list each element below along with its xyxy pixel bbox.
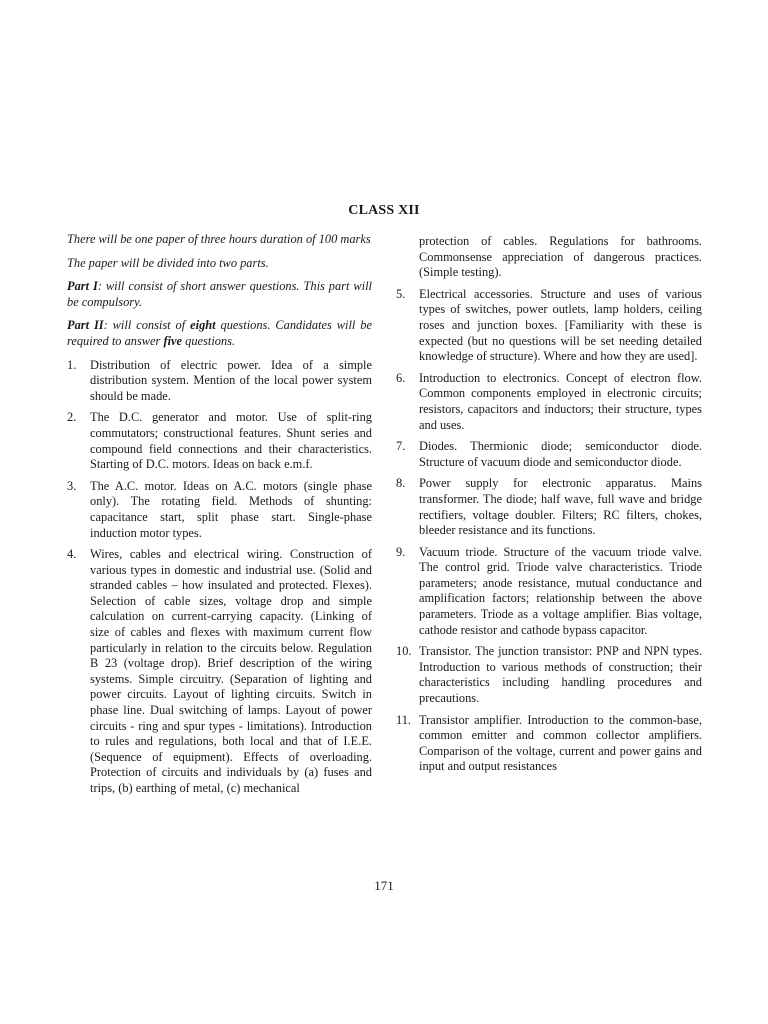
item-number: 9.	[396, 544, 406, 559]
item-text: Transistor amplifier. Introduction to the common-base, common emitter and common collector amplifiers. Comparison of the voltage, current and power gains and input and output resistances	[419, 712, 702, 774]
part-two-text-c: questions.	[182, 333, 236, 348]
list-item	[396, 371, 702, 433]
item-number: 6.	[396, 370, 406, 385]
item-text: Power supply for electronic apparatus. Mains transformer. The diode; half wave, full wave and bridge rectifiers, voltage doubler. Filters; RC filters, chokes, bleeder resistance and its functions.	[419, 476, 702, 538]
item-text: The D.C. generator and motor. Use of split-ring commutators; constructional features. Shunt series and compound field connections and their characteristics. Starting of D.C. motors. Ideas on back e.m.f.	[90, 410, 372, 472]
list-item	[396, 439, 702, 470]
part-two-five: five	[163, 333, 183, 348]
item-text: Transistor. The junction transistor: PNP and NPN types. Introduction to various methods of construction; their characteristics including handling procedures and precautions.	[419, 644, 702, 706]
item-text: Distribution of electric power. Idea of a simple distribution system. Mention of the local power system should be made.	[90, 357, 372, 403]
part-two-label: Part II	[67, 318, 104, 333]
part-one-label: Part I	[67, 279, 98, 294]
list-item	[396, 644, 702, 706]
item-number: 8.	[396, 476, 406, 491]
item-text: Introduction to electronics. Concept of electron flow. Common components employed in electronic circuits; resistors, capacitors and inductors; their structure, types and uses.	[419, 370, 702, 432]
left-column	[67, 232, 372, 803]
item-number: 11.	[396, 712, 412, 727]
intro-duration: There will be one paper of three hours duration of 100 marks	[67, 232, 371, 246]
page-number: 171	[374, 878, 394, 893]
item-text: Wires, cables and electrical wiring. Construction of various types in domestic and industrial use. (Solid and stranded cables – how insulated and protected. Flexes). Selection of cable sizes, voltage drop and simple calculation on current-carrying capacity. (Linking of size of cables and flexes with maximum current flow particularly in relation to the circuits below. Regulation B 23 (voltage drop). Brief description of the wiring systems. Simple circuitry. (Separation of lighting and power circuits. Layout of lighting circuits. Switch in phase line. Dual switching of lamps. Layout of power circuits - ring and spur types - limitations). Introduction to rules and regulations, both local and that of I.E.E. (Sequence of equipment). Effects of overloading. Protection of circuits and individuals by (a) fuses and trips, (b) earthing of metal, (c) mechanical	[90, 547, 372, 795]
item-number: 4.	[67, 547, 77, 562]
list-item	[396, 545, 702, 639]
list-item	[67, 410, 372, 472]
list-item	[67, 547, 372, 797]
list-item	[396, 713, 702, 775]
item-text: Diodes. Thermionic diode; semiconductor diode. Structure of vacuum diode and semiconductor diode.	[419, 439, 702, 469]
intro-part-one	[67, 279, 372, 310]
item-number: 1.	[67, 357, 77, 372]
item-continuation: protection of cables. Regulations for bathrooms. Commonsense appreciation of dangerous practices. (Simple testing).	[419, 234, 702, 280]
list-item	[67, 479, 372, 541]
intro-part-two	[67, 318, 372, 349]
part-two-text-a: : will consist of	[103, 318, 191, 333]
part-two-eight: eight	[190, 318, 216, 333]
part-two-text-b: questions. Candidates will be required to answer	[67, 318, 372, 348]
item-number: 7.	[396, 439, 406, 454]
item-text: Vacuum triode. Structure of the vacuum triode valve. The control grid. Triode valve characteristics. Triode parameters; anode resistance, mutual conductance and amplification factors; relationship between the above parameters. Triode as a voltage amplifier. Bias voltage, cathode resistor and cathode bypass capacitor.	[419, 544, 702, 637]
list-item	[396, 287, 702, 365]
list-item	[67, 358, 372, 405]
item-number: 3.	[67, 478, 77, 493]
item-number: 2.	[67, 410, 77, 425]
exam-intro	[67, 232, 372, 350]
item-text: The A.C. motor. Ideas on A.C. motors (single phase only). The rotating field. Methods of shunting: capacitance start, split phase start. Single-phase induction motor types.	[90, 478, 372, 540]
list-item	[396, 476, 702, 538]
page-title: CLASS XII	[348, 203, 420, 218]
item-number: 10.	[396, 644, 412, 659]
part-one-text: : will consist of short answer questions. This part will be compulsory.	[67, 279, 372, 309]
intro-parts: The paper will be divided into two parts.	[67, 255, 269, 270]
item-number: 5.	[396, 286, 406, 301]
right-column	[396, 234, 702, 781]
item-text: Electrical accessories. Structure and uses of various types of switches, power outlets, lamp holders, ceiling roses and junction boxes. [Familiarity with these is expected (but no questions will be set needing detailed knowledge of structure). Where and how they are used].	[419, 286, 702, 364]
